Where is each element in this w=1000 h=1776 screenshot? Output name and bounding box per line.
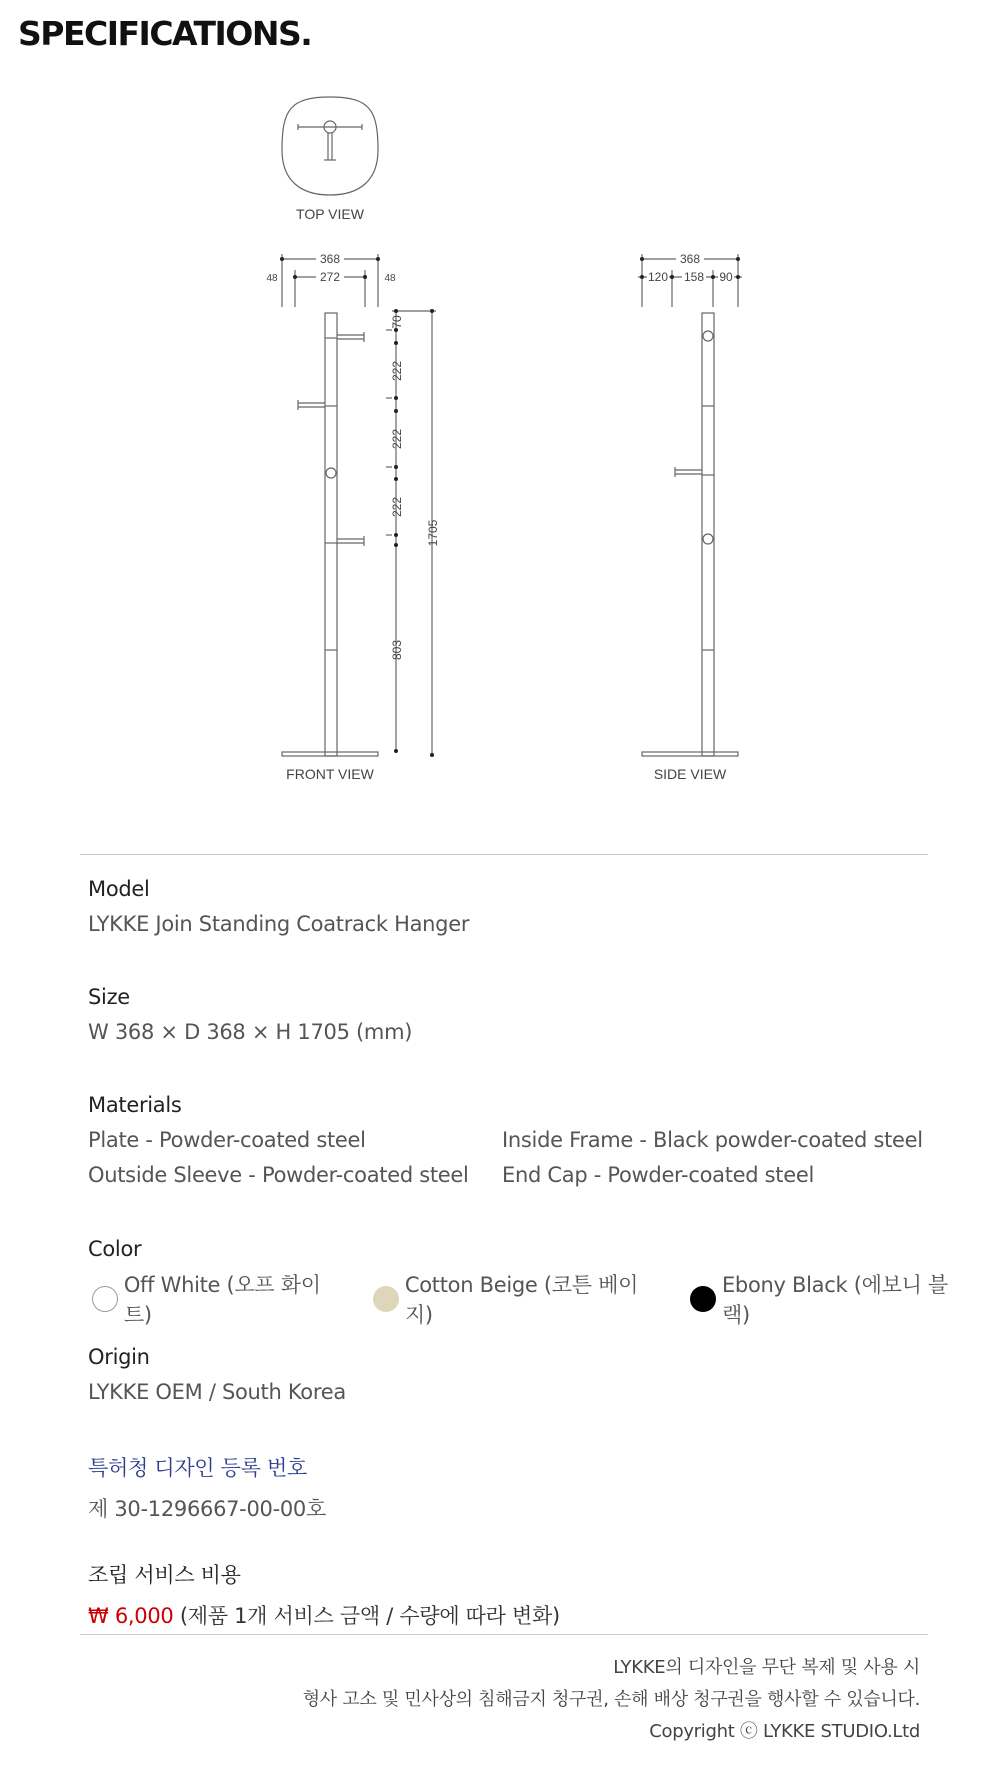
spec-size (88, 985, 412, 1044)
material-plate: Plate - Powder-coated steel (88, 1128, 366, 1152)
side-part-2-dim: 158 (683, 270, 705, 284)
spec-origin-label: Origin (88, 1345, 150, 1369)
spec-model-label: Model (88, 877, 150, 901)
top-view-label: TOP VIEW (296, 206, 364, 222)
color-name-off-white: Off White (오프 화이트) (123, 1273, 321, 1327)
ebony-black-swatch (690, 1286, 716, 1312)
front-height-dim: 1705 (426, 519, 440, 547)
material-outside-sleeve: Outside Sleeve - Powder-coated steel (88, 1163, 469, 1187)
footer-line-2: 형사 고소 및 민사상의 침해금지 청구권, 손해 배상 청구권을 행사할 수 있습니다. (302, 1689, 920, 1710)
color-option-off-white (92, 1269, 347, 1329)
spec-color-label: Color (88, 1237, 142, 1261)
spec-model (88, 877, 469, 936)
front-width-dim: 368 (319, 252, 341, 266)
spec-size-value: W 368 × D 368 × H 1705 (mm) (88, 1020, 413, 1044)
assembly-label: 조립 서비스 비용 (88, 1563, 241, 1587)
front-inner-dim: 272 (319, 270, 341, 284)
assembly-price (88, 1600, 560, 1630)
cotton-beige-swatch (373, 1286, 399, 1312)
front-seg-5-dim: 803 (390, 639, 404, 661)
off-white-swatch (92, 1286, 118, 1312)
front-right-margin-dim: 48 (384, 273, 396, 284)
color-option-cotton-beige (373, 1269, 664, 1329)
spec-materials-label: Materials (88, 1093, 182, 1117)
side-part-1-dim: 120 (647, 270, 669, 284)
front-seg-4-dim: 222 (390, 496, 404, 518)
design-reg-label: 특허청 디자인 등록 번호 (88, 1456, 307, 1480)
spec-model-value: LYKKE Join Standing Coatrack Hanger (88, 912, 470, 936)
color-name-cotton-beige: Cotton Beige (코튼 베이지) (404, 1273, 639, 1327)
side-view-diagram (638, 254, 742, 756)
front-seg-1-dim: 70 (390, 315, 404, 329)
technical-drawing (0, 0, 1000, 800)
design-reg-value: 제 30-1296667-00-00호 (88, 1497, 326, 1521)
copyright-notice (303, 1652, 920, 1748)
page-title: SPECIFICATIONS. (18, 14, 312, 53)
spec-origin-value: LYKKE OEM / South Korea (88, 1380, 346, 1404)
spec-color (88, 1237, 1000, 1329)
divider-top (80, 854, 928, 855)
spec-materials (88, 1093, 923, 1187)
spec-design-registration (88, 1452, 326, 1523)
side-width-dim: 368 (679, 252, 701, 266)
color-name-ebony-black: Ebony Black (에보니 블랙) (721, 1273, 948, 1327)
material-inside-frame: Inside Frame - Black powder-coated steel (502, 1128, 923, 1152)
assembly-price-note: (제품 1개 서비스 금액 / 수량에 따라 변화) (179, 1604, 560, 1628)
footer-line-1: LYKKE의 디자인을 무단 복제 및 사용 시 (613, 1657, 920, 1678)
side-view-label: SIDE VIEW (653, 766, 727, 782)
spec-size-label: Size (88, 985, 130, 1009)
front-left-margin-dim: 48 (266, 273, 278, 284)
side-part-3-dim: 90 (719, 270, 733, 284)
material-end-cap: End Cap - Powder-coated steel (502, 1163, 815, 1187)
top-view-diagram (282, 97, 378, 195)
spec-assembly-service (88, 1559, 560, 1630)
front-seg-2-dim: 222 (390, 360, 404, 382)
front-view-diagram (282, 254, 436, 756)
front-view-label: FRONT VIEW (286, 766, 374, 782)
spec-origin (88, 1345, 346, 1404)
footer-copyright: Copyright ⓒ LYKKE STUDIO.Ltd (649, 1721, 920, 1742)
front-seg-3-dim: 222 (390, 428, 404, 450)
color-option-ebony-black (690, 1269, 974, 1329)
assembly-price-amount: ₩ 6,000 (88, 1604, 174, 1628)
divider-bottom (80, 1634, 928, 1635)
